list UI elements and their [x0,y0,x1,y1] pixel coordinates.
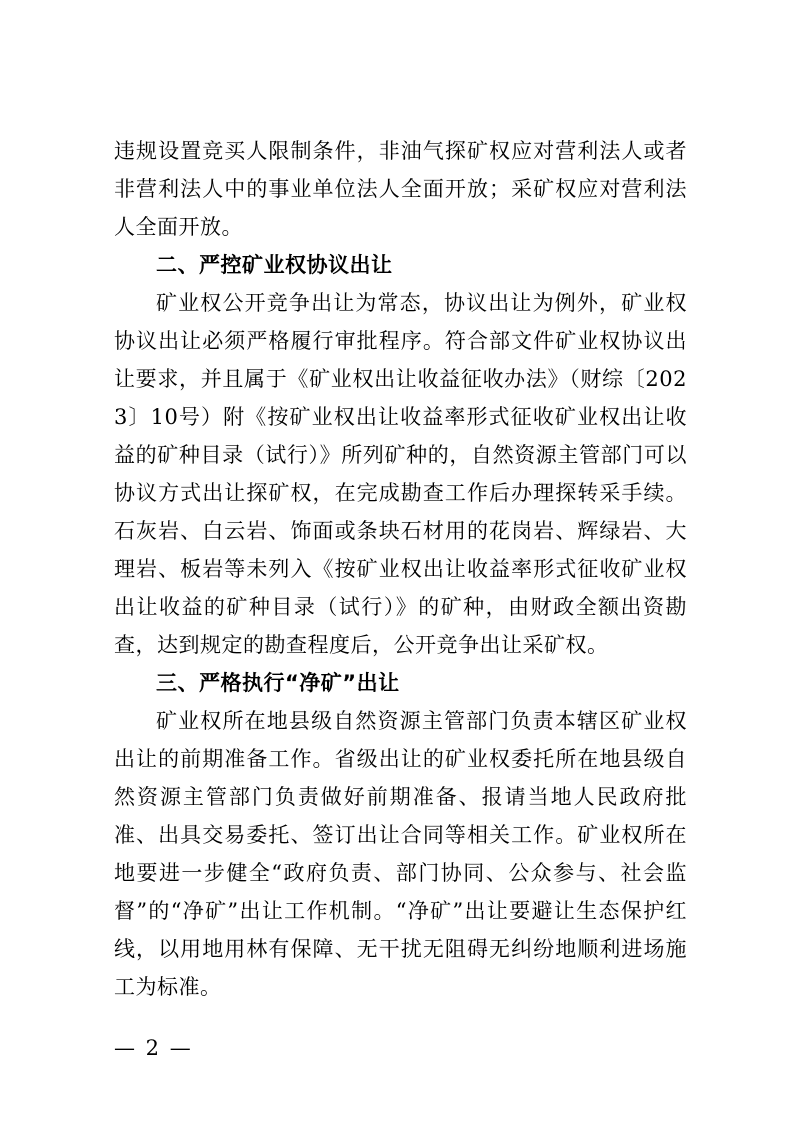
section-heading-3: 三、严格执行“净矿”出让 [156,671,400,695]
document-body [114,132,687,1006]
paragraph-section-3: 矿业权所在地县级自然资源主管部门负责本辖区矿业权出让的前期准备工作。省级出让的矿业权委托所在地县级自然资源主管部门负责做好前期准备、报请当地人民政府批准、出具交易委托、签订出让合同等相关工作。矿业权所在地要进一步健全“政府负责、部门协同、公众参与、社会监督”的“净矿”出让工作机制。“净矿”出让要避让生态保护红线，以用地用林有保障、无干扰无阻碍无纠纷地顺利进场施工为标准。 [114,709,687,999]
section-heading-2: 二、严控矿业权协议出让 [156,253,393,277]
page-number: — 2 — [114,1036,193,1060]
paragraph-section-2: 矿业权公开竞争出让为常态，协议出让为例外，矿业权协议出让必须严格履行审批程序。符合部文件矿业权协议出让要求，并且属于《矿业权出让收益征收办法》（财综〔2023〕10号）附《按矿业权出让收益率形式征收矿业权出让收益的矿种目录（试行）》所列矿种的，自然资源主管部门可以协议方式出让探矿权，在完成勘查工作后办理探转采手续。石灰岩、白云岩、饰面或条块石材用的花岗岩、辉绿岩、大理岩、板岩等未列入《按矿业权出让收益率形式征收矿业权出让收益的矿种目录（试行）》的矿种，由财政全额出资勘查，达到规定的勘查程度后，公开竞争出让采矿权。 [114,291,687,657]
paragraph-continuation: 违规设置竞买人限制条件，非油气探矿权应对营利法人或者非营利法人中的事业单位法人全面开放；采矿权应对营利法人全面开放。 [114,139,687,239]
